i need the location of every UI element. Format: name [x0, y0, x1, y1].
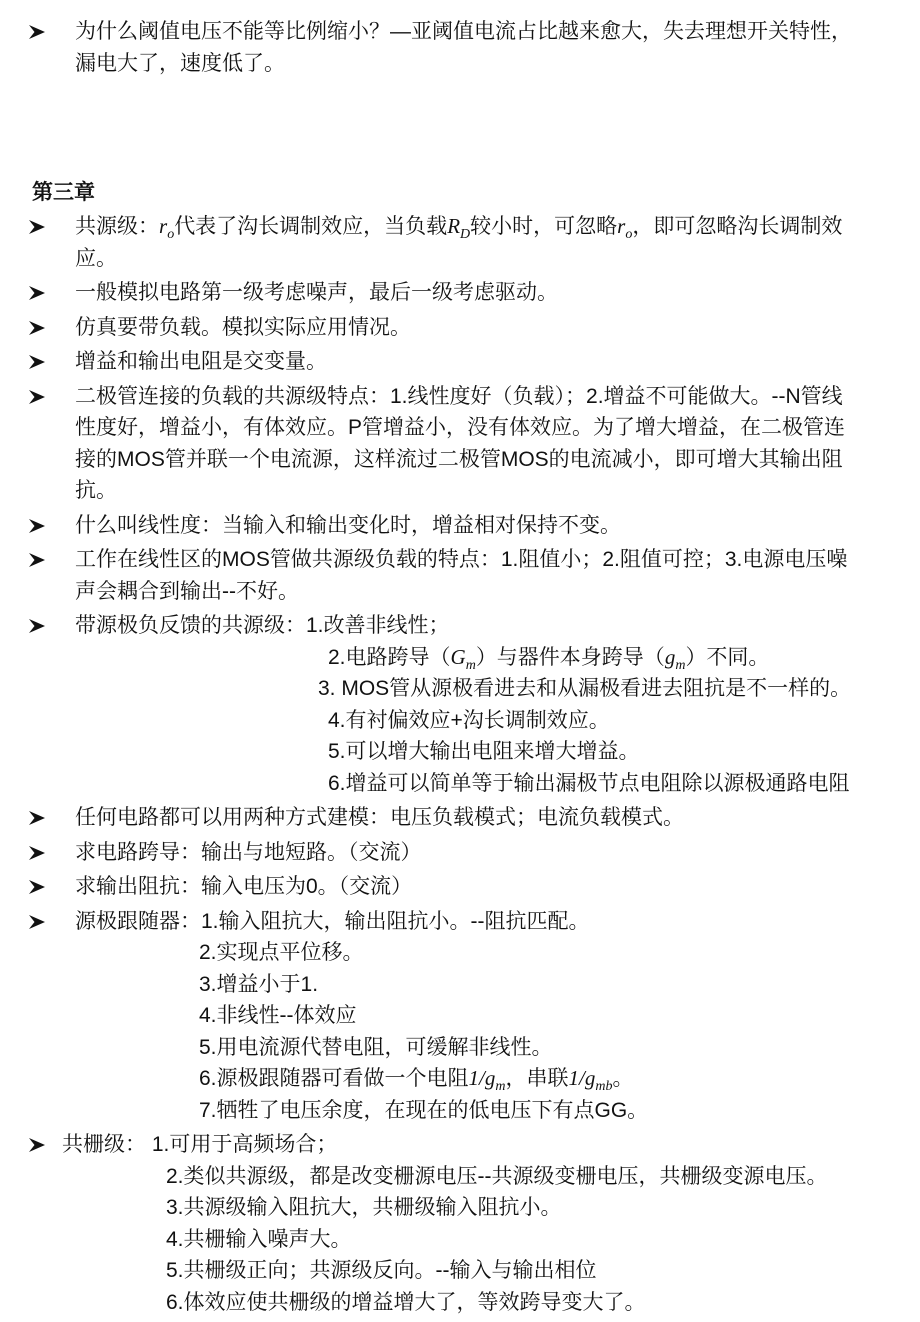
note-common-gate-line2 [0, 1161, 920, 1193]
note-source-follower-line4 [0, 1000, 920, 1032]
note-text: ，串联 [505, 1067, 569, 1090]
note-diode-load-line4 [0, 475, 920, 507]
note-text: 3.增益小于1. [199, 972, 319, 996]
note-diode-load-line2 [0, 412, 920, 444]
note-text: 3. MOS管从源极看进去和从漏极看进去阻抗是不一样的。 [318, 677, 852, 700]
note-triode-load-line1 [0, 544, 920, 576]
note-source-follower-line2 [0, 937, 920, 969]
note-text: 源极跟随器：1.输入阻抗大，输出阻抗小。--阻抗匹配。 [75, 909, 590, 933]
note-text: 共源级： [75, 215, 159, 238]
bullet-arrow-icon [28, 914, 46, 930]
blank-line [0, 142, 920, 174]
bullet-arrow-icon [28, 810, 46, 826]
note-source-follower-line3 [0, 969, 920, 1001]
note-text: 一般模拟电路第一级考虑噪声，最后一级考虑驱动。 [75, 281, 558, 304]
note-text: 抗。 [75, 479, 117, 502]
note-text: ，即可忽略沟长调制效 [632, 215, 843, 238]
note-common-source-line1 [0, 211, 920, 243]
note-threshold-scaling-line1 [0, 16, 920, 48]
note-source-follower-line1 [0, 906, 920, 938]
bullet-arrow-icon [28, 518, 46, 534]
note-text: 4.有衬偏效应+沟长调制效应。 [328, 708, 610, 732]
note-diode-load-line1 [0, 381, 920, 413]
bullet-arrow-icon [28, 354, 46, 370]
math-fraction: 1/ [568, 1066, 585, 1090]
note-source-follower-line7 [0, 1095, 920, 1127]
note-source-follower-line5 [0, 1032, 920, 1064]
bullet-arrow-icon [28, 552, 46, 568]
note-text: 声会耦合到输出--不好。 [75, 579, 299, 603]
bullet-arrow-icon [28, 1137, 46, 1153]
bullet-arrow-icon [28, 285, 46, 301]
note-text: 共栅级： 1.可用于高频场合； [62, 1133, 338, 1156]
note-text: 带源极负反馈的共源级：1.改善非线性； [75, 614, 450, 637]
note-noise-first-stage [0, 277, 920, 309]
note-text: 为什么阈值电压不能等比例缩小？—亚阈值电流占比越来愈大，失去理想开关特性， [75, 20, 852, 43]
note-common-gate-line6 [0, 1287, 920, 1319]
note-simulation-load [0, 312, 920, 344]
note-text: 5.用电流源代替电阻，可缓解非线性。 [199, 1035, 553, 1059]
bullet-arrow-icon [28, 845, 46, 861]
note-common-gate-line3 [0, 1192, 920, 1224]
bullet-arrow-icon [28, 879, 46, 895]
note-text: 接的MOS管并联一个电流源，这样流过二极管MOS的电流减小，即可增大其输出阻 [75, 447, 843, 471]
note-text: 什么叫线性度：当输入和输出变化时，增益相对保持不变。 [75, 513, 621, 537]
math-var-ro: $r_o$ [159, 214, 175, 243]
note-text: 2.电路跨导（ [328, 645, 451, 669]
note-text: ）与器件本身跨导（ [475, 645, 665, 669]
bullet-arrow-icon [28, 389, 46, 405]
note-common-gate-line5 [0, 1255, 920, 1287]
blank-line [0, 111, 920, 143]
note-text: 4.非线性--体效应 [199, 1004, 357, 1027]
blank-line [0, 79, 920, 111]
chapter-heading: 第三章 [32, 180, 95, 204]
note-text: 求电路跨导：输出与地短路。（交流） [75, 840, 422, 864]
note-source-degen-line4 [0, 705, 920, 737]
math-var-gm-cap: $G_m$ [450, 644, 476, 673]
note-diode-load-line3 [0, 444, 920, 476]
note-text: 较小时，可忽略 [470, 215, 618, 238]
note-source-degen-line3 [0, 673, 920, 705]
note-source-degen-line1 [0, 610, 920, 642]
note-common-gate-line1 [0, 1129, 920, 1161]
note-linearity-definition [0, 510, 920, 542]
note-source-degen-line6 [0, 768, 920, 800]
note-text: 工作在线性区的MOS管做共源级负载的特点：1.阻值小；2.阻值可控；3.电源电压噪 [75, 548, 848, 571]
note-source-degen-line5 [0, 736, 920, 768]
note-text: 4.共栅输入噪声大。 [166, 1227, 352, 1251]
note-gain-output-tradeoff [0, 346, 920, 378]
note-text: 任何电路都可以用两种方式建模：电压负载模式；电流负载模式。 [75, 806, 684, 829]
math-var-rd: $R_D$ [447, 214, 471, 243]
note-triode-load-line2 [0, 576, 920, 608]
note-text: 二极管连接的负载的共源级特点：1.线性度好（负载）；2.增益不可能做大。--N管线 [75, 384, 843, 408]
note-text: 求输出阻抗：输入电压为0。（交流） [75, 875, 413, 898]
note-common-gate-line4 [0, 1224, 920, 1256]
note-text: 性度好，增益小，有体效应。P管增益小，没有体效应。为了增大增益，在二极管连 [75, 416, 846, 439]
bullet-arrow-icon [28, 24, 46, 40]
note-text: 7.牺牲了电压余度，在现在的低电压下有点GG。 [199, 1098, 649, 1122]
note-text: 5.可以增大输出电阻来增大增益。 [328, 740, 640, 763]
bullet-arrow-icon [28, 219, 46, 235]
math-var-ro: $r_o$ [617, 214, 633, 243]
note-gm-method [0, 837, 920, 869]
note-source-follower-line6 [0, 1063, 920, 1095]
note-text: 6.源极跟随器可看做一个电阻 [199, 1067, 469, 1090]
note-text: ）不同。 [685, 645, 770, 669]
bullet-arrow-icon [28, 618, 46, 634]
note-text: 3.共源级输入阻抗大，共栅级输入阻抗小。 [166, 1196, 562, 1219]
note-text: 漏电大了，速度低了。 [75, 51, 285, 75]
note-common-source-line2 [0, 243, 920, 275]
math-var-gmb: $g_{mb}$ [584, 1066, 613, 1095]
note-text: 2.实现点平位移。 [199, 941, 364, 964]
note-text: 应。 [75, 246, 117, 270]
note-source-degen-line2 [0, 642, 920, 674]
math-var-gm: $g_m$ [664, 644, 686, 673]
note-modeling [0, 802, 920, 834]
note-text: 6.增益可以简单等于输出漏极节点电阻除以源极通路电阻 [328, 771, 850, 795]
note-text: 增益和输出电阻是交变量。 [75, 350, 327, 373]
note-text: 5.共栅级正向；共源级反向。--输入与输出相位 [166, 1259, 597, 1282]
bullet-arrow-icon [28, 320, 46, 336]
note-text: 代表了沟长调制效应，当负载 [174, 215, 448, 238]
note-threshold-scaling-line2 [0, 48, 920, 80]
note-text: 仿真要带负载。模拟实际应用情况。 [75, 315, 411, 339]
note-text: 2.类似共源级，都是改变栅源电压--共源级变栅电压，共栅级变源电压。 [166, 1164, 828, 1188]
note-rout-method [0, 871, 920, 903]
math-var-gm: $g_m$ [484, 1066, 506, 1095]
math-fraction: 1/ [468, 1066, 485, 1090]
note-text: 6.体效应使共栅级的增益增大了，等效跨导变大了。 [166, 1290, 646, 1314]
note-text: 。 [612, 1067, 634, 1090]
